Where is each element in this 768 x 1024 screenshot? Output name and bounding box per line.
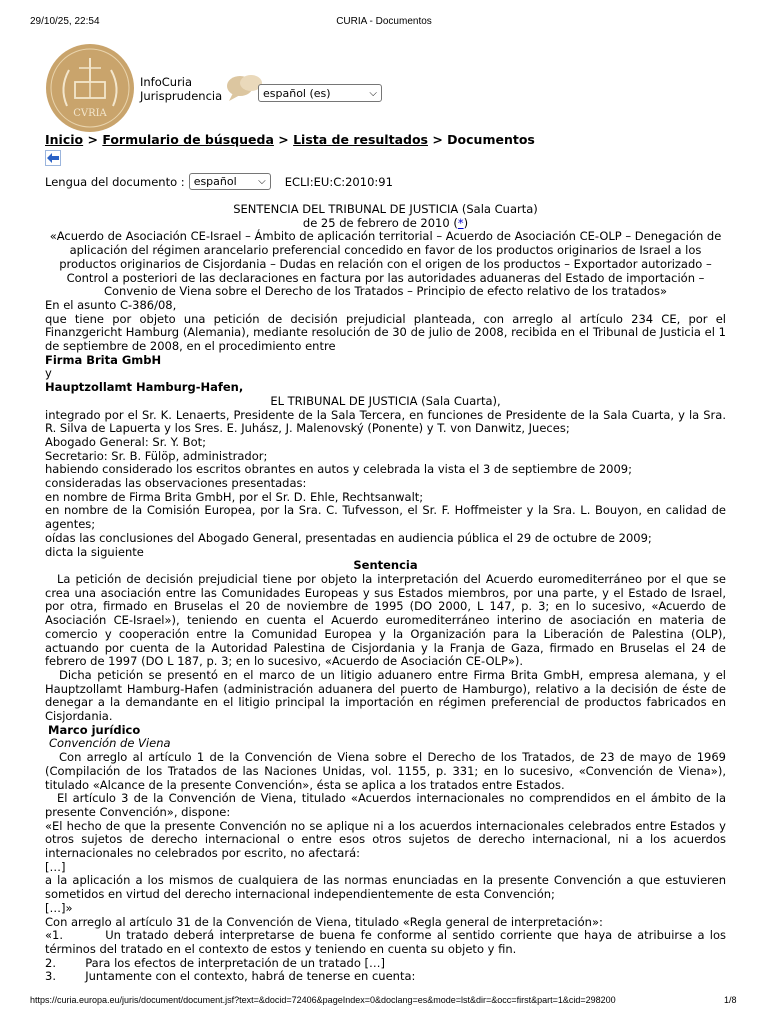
chevron-down-icon: ⌵ <box>369 87 377 99</box>
judgment-document <box>45 202 730 984</box>
paragraph-3: Con arreglo al artículo 1 de la Convención de Viena sobre el Derecho de los Tratados, de 23 de mayo de 1969 (Compilación de los Tratados de las Naciones Unidas, vol. 1155, p. 331; en lo sucesivo, «Convención de Viena»), titulado «Alcance de la presente Convención», ésta se aplica a los tratados entre Estados. <box>45 750 726 792</box>
doc-language-select[interactable] <box>189 173 271 190</box>
doc-language-row <box>45 173 393 190</box>
registrar: Secretario: Sr. B. Fülöp, administrador; <box>45 448 268 463</box>
observation-item: en nombre de la Comisión Europea, por la Sra. C. Tufvesson, el Sr. F. Hoffmeister y la Sra. L. Bouyon, en calidad de agentes; <box>45 503 726 532</box>
advocate-general: Abogado General: Sr. Y. Bot; <box>45 434 206 449</box>
intro-paragraph: que tiene por objeto una petición de decisión prejudicial planteada, con arreglo al artículo 234 CE, por el Finanzgericht Hamburg (Alemania), mediante resolución de 30 de julio de 2008, recibida en el Tribunal de Justicia el 1 de septiembre de 2008, en el procedimiento entre <box>45 311 726 354</box>
print-url: https://curia.europa.eu/juris/document/document.jsf?text=&docid=72406&pageIndex=0&doclang=es&mode=lst&dir=&occ=first&part=1&cid=298200 <box>30 995 616 1005</box>
delivers-text: dicta la siguiente <box>45 544 144 559</box>
judgment-date-suffix: ) <box>463 215 469 230</box>
print-page-number: 1/8 <box>724 995 737 1005</box>
party-applicant: Firma Brita GmbH <box>45 352 162 367</box>
logo-text: CVRIA <box>73 108 107 119</box>
paragraph-1: La petición de decisión prejudicial tiene por objeto la interpretación del Acuerdo euromediterráneo por el que se crea una asociación entre las Comunidades Europeas y sus Estados miembros, por una parte, y el Estado de Israel, por otra, firmado en Bruselas el 20 de noviembre de 1995 (DO 2000, L 147, p. 3; en lo sucesivo, «Acuerdo de Asociación CE-Israel»), teniendo en cuenta el Acuerdo euromediterráneo interino de asociación en materia de comercio y cooperación entre la Comunidad Europea y la Organización para la Liberación de Palestina (OLP), actuando por cuenta de la Autoridad Palestina de Cisjordania y la Franja de Gaza, firmado en Bruselas el 24 de febrero de 1997 (DO L 187, p. 3; en lo sucesivo, «Acuerdo de Asociación CE-OLP»). <box>45 571 726 669</box>
breadcrumb-sep: > <box>273 132 294 147</box>
site-name <box>140 75 222 103</box>
paragraph-2: Dicha petición se presentó en el marco de un litigio aduanero entre Firma Brita GmbH, empresa alemana, y el Hauptzollamt Hamburg-Hafen (administración aduanera del puerto de Hamburgo), relativo a la decisión de éste de denegar a la demandante en el litigio principal la importación en régimen preferencial de productos fabricados en Cisjordania. <box>45 667 726 724</box>
party-connector: y <box>45 366 52 381</box>
judgment-summary: «Acuerdo de Asociación CE-Israel – Ámbito de aplicación territorial – Acuerdo de Asociación CE-OLP – Denegación de aplicación del régimen arancelario preferencial concedido en favor de los productos originarios de Israel a los productos originarios de Cisjordania – Dudas en relación con el origen de los productos – Exportador autorizado – Control a posteriori de las declaraciones en factura por las autoridades aduaneras del Estado de importación – Convenio de Viena sobre el Derecho de los Tratados – Principio de efecto relativo de los tratados» <box>49 229 722 299</box>
breadcrumb <box>45 132 535 147</box>
paragraph-4: El artículo 3 de la Convención de Viena, titulado «Acuerdos internacionales no comprendidos en el ámbito de la presente Convención», dispone: <box>45 791 726 819</box>
judgment-date-text: de 25 de febrero de 2010 ( <box>302 215 458 230</box>
chevron-down-icon: ⌵ <box>258 176 266 187</box>
footnote-link[interactable]: * <box>457 215 464 230</box>
language-select-value: español (es) <box>263 86 331 100</box>
breadcrumb-current: Documentos <box>447 132 535 147</box>
ecli-identifier: ECLI:EU:C:2010:91 <box>284 174 393 189</box>
judgment-title: SENTENCIA DEL TRIBUNAL DE JUSTICIA (Sala Cuarta) <box>233 202 538 216</box>
rule-item: 2. Para los efectos de interpretación de un tratado […] <box>45 955 386 970</box>
legal-framework-heading: Marco jurídico <box>48 722 141 737</box>
party-defendant: Hauptzollamt Hamburg-Hafen, <box>45 380 244 395</box>
case-number: En el asunto C-386/08, <box>45 297 177 312</box>
breadcrumb-home-link[interactable]: Inicio <box>45 132 84 147</box>
judgment-heading: Sentencia <box>353 558 418 573</box>
vienna-convention-heading: Convención de Viena <box>49 736 171 751</box>
ellipsis: […]» <box>45 900 73 915</box>
breadcrumb-results-link[interactable]: Lista de resultados <box>293 132 428 147</box>
doc-language-value: español <box>193 175 237 188</box>
breadcrumb-search-link[interactable]: Formulario de búsqueda <box>102 132 274 147</box>
doc-language-label: Lengua del documento : <box>45 174 185 189</box>
rule-item: «1. Un tratado deberá interpretarse de buena fe conforme al sentido corriente que haya de atribuirse a los términos del tratado en el contexto de estos y teniendo en cuenta su objeto y fin. <box>45 928 730 956</box>
opinion-heard: oídas las conclusiones del Abogado General, presentadas en audiencia pública el 29 de octubre de 2009; <box>45 530 652 545</box>
back-arrow-icon[interactable] <box>45 150 61 166</box>
quote-paragraph: a la aplicación a los mismos de cualquiera de las normas enunciadas en la presente Convención a que estuvieren sometidos en virtud del derecho internacional independientemente de esta Convención; <box>45 873 726 902</box>
paragraph-5: Con arreglo al artículo 31 de la Convención de Viena, titulado «Regla general de interpretación»: <box>45 914 603 929</box>
observations-heading: consideradas las observaciones presentadas: <box>45 476 307 491</box>
observation-item: en nombre de Firma Brita GmbH, por el Sr. D. Ehle, Rechtsanwalt; <box>45 489 424 504</box>
breadcrumb-sep: > <box>427 132 448 147</box>
curia-logo-icon[interactable] <box>45 44 135 132</box>
ellipsis: […] <box>45 859 66 874</box>
quote-paragraph: «El hecho de que la presente Convención no se aplique ni a los acuerdos internacionales celebrados entre Estados y otros sujetos de derecho internacional o entre esos otros sujetos de derecho internacional, ni a los acuerdos internacionales no celebrados por escrito, no afectará: <box>45 818 726 861</box>
print-datetime: 29/10/25, 22:54 <box>30 16 100 27</box>
court-heading: EL TRIBUNAL DE JUSTICIA (Sala Cuarta), <box>270 393 501 408</box>
rule-item: 3. Juntamente con el contexto, habrá de tenerse en cuenta: <box>45 969 416 984</box>
site-line1: InfoCuria <box>140 75 193 89</box>
breadcrumb-sep: > <box>83 132 103 147</box>
court-composition: integrado por el Sr. K. Lenaerts, Presidente de la Sala Tercera, en funciones de Presidente de la Sala Cuarta, y la Sra. R. Silva de Lapuerta y los Sres. E. Juhász, J. Malenovský (Ponente) y T. von Danwitz, Jueces; <box>45 407 726 436</box>
site-line2: Jurisprudencia <box>140 89 223 103</box>
procedure-considered: habiendo considerado los escritos obrantes en autos y celebrada la vista el 3 de septiembre de 2009; <box>45 462 632 477</box>
print-title: CURIA - Documentos <box>336 16 432 27</box>
language-select[interactable] <box>258 84 382 102</box>
